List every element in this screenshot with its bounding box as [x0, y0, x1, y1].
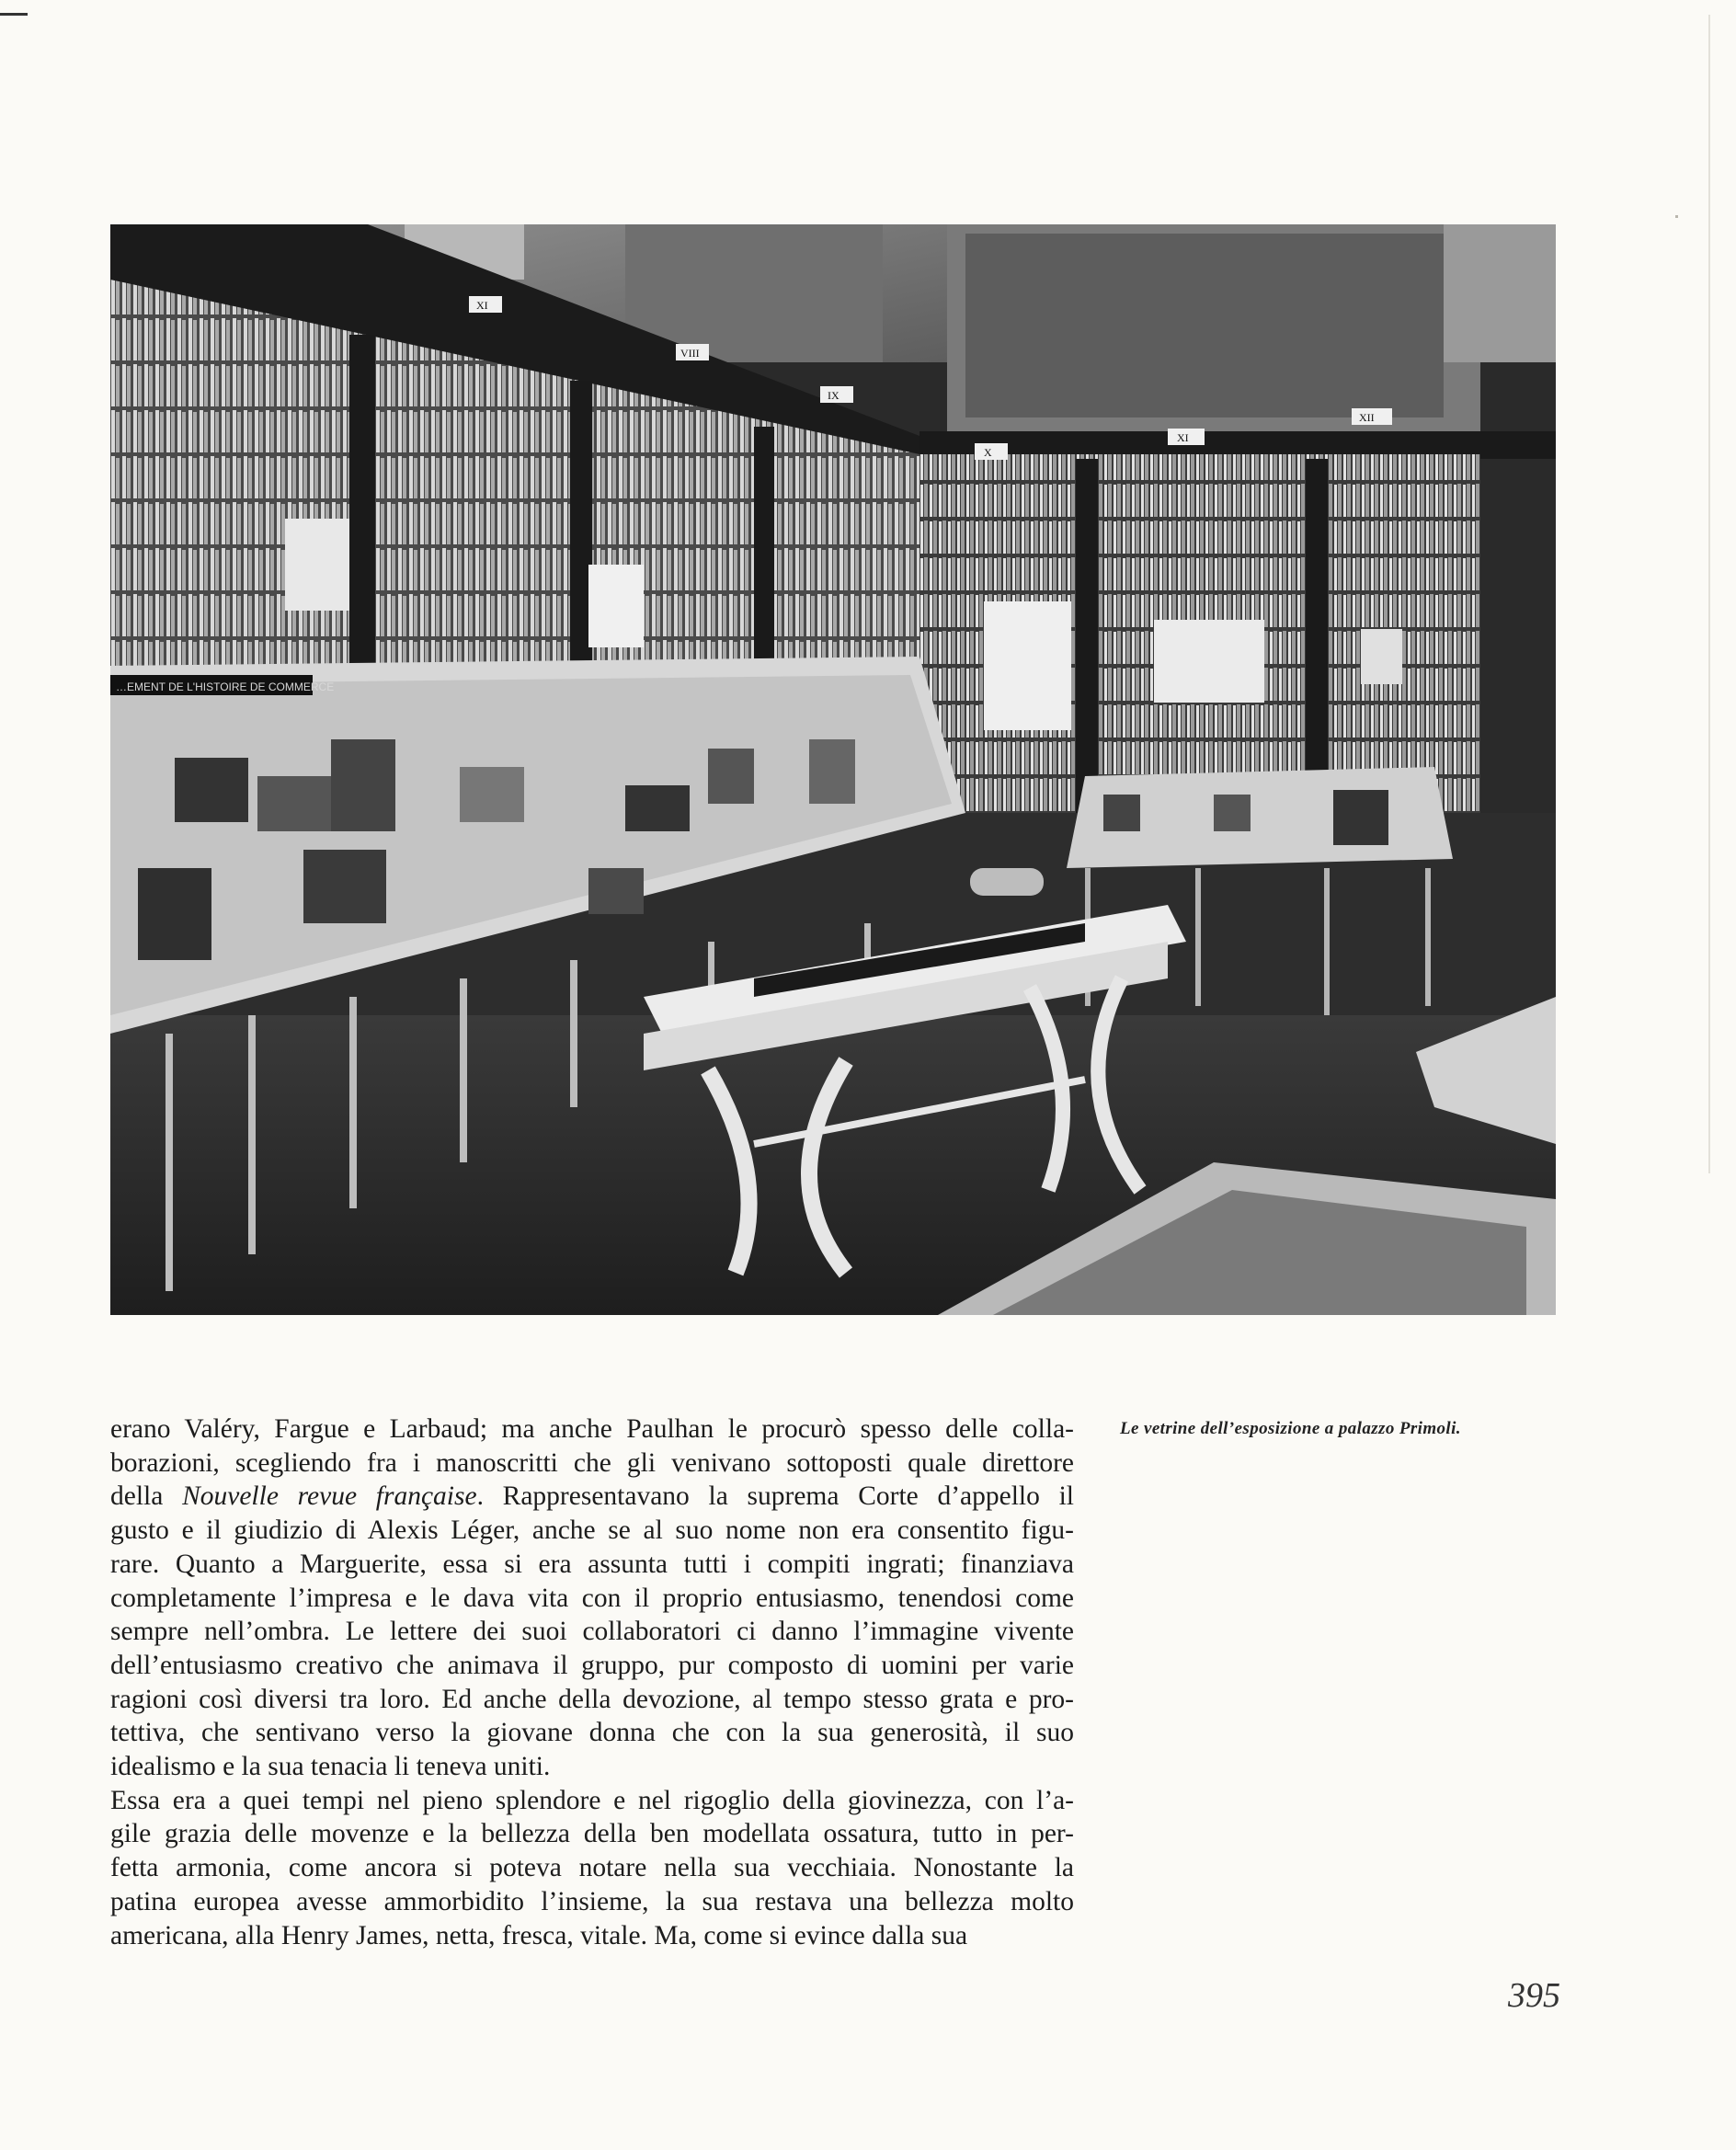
- text-line: della Nouvelle revue française. Rappresentavano la suprema Corte d’appello il: [110, 1481, 1074, 1512]
- page-edge-rule: [1708, 15, 1710, 1173]
- text-line: erano Valéry, Fargue e Larbaud; ma anche Paulhan le procurò spesso delle colla-: [110, 1414, 1074, 1444]
- paragraph-1: [110, 1412, 1074, 1784]
- text-line: gusto e il giudizio di Alexis Léger, anche se al suo nome non era consentito figu-: [110, 1515, 1074, 1546]
- svg-text:XI: XI: [1177, 431, 1189, 444]
- photo-exhibition-hall-icon: [110, 224, 1556, 1315]
- svg-text:XII: XII: [1359, 411, 1375, 424]
- text-line: gile grazia delle movenze e la bellezza della ben modellata ossatura, tutto in per-: [110, 1819, 1074, 1849]
- text-line: americana, alla Henry James, netta, fresca, vitale. Ma, come si evince dalla sua: [110, 1920, 968, 1950]
- text-line: sempre nell’ombra. Le lettere dei suoi collaboratori ci danno l’immagine vivente: [110, 1617, 1074, 1647]
- svg-text:X: X: [984, 446, 992, 459]
- svg-text:XI: XI: [476, 299, 488, 312]
- svg-text:VIII: VIII: [680, 347, 700, 360]
- text-line: dell’entusiasmo creativo che animava il gruppo, pur composto di uomini per varie: [110, 1650, 1074, 1680]
- paragraph-2: [110, 1784, 1074, 1953]
- text-line: patina europea avesse ammorbidito l’insieme, la sua restava una bellezza molto: [110, 1886, 1074, 1916]
- text-line: ragioni così diversi tra loro. Ed anche della devozione, al tempo stesso grata e pro-: [110, 1684, 1074, 1714]
- text-line: tettiva, che sentivano verso la giovane donna che con la sua generosità, il suo: [110, 1718, 1074, 1748]
- text-line: idealismo e la sua tenacia li teneva uniti.: [110, 1752, 551, 1782]
- svg-text:…EMENT DE L'HISTOIRE DE COMMER: …EMENT DE L'HISTOIRE DE COMMERCE: [116, 680, 335, 693]
- text-line: completamente l’impresa e le dava vita con il proprio entusiasmo, tenendosi come: [110, 1583, 1074, 1613]
- text-line: fetta armonia, come ancora si poteva notare nella sua vecchiaia. Nonostante la: [110, 1853, 1074, 1883]
- text-line: rare. Quanto a Marguerite, essa si era assunta tutti i compiti ingrati; finanziava: [110, 1549, 1074, 1579]
- text-line: borazioni, scegliendo fra i manoscritti che gli venivano sottoposti quale direttore: [110, 1447, 1074, 1478]
- page-number: 395: [1508, 1976, 1560, 2015]
- photo-caption: Le vetrine dell’esposizione a palazzo Primoli.: [1120, 1419, 1461, 1438]
- text-line: Essa era a quei tempi nel pieno splendore e nel rigoglio della giovinezza, con l’a-: [110, 1785, 1074, 1815]
- corner-crop-mark: [0, 13, 28, 16]
- exhibition-photo: [110, 224, 1556, 1315]
- svg-text:IX: IX: [828, 389, 839, 402]
- body-text: [110, 1412, 1074, 1952]
- page-speck: [1675, 215, 1678, 218]
